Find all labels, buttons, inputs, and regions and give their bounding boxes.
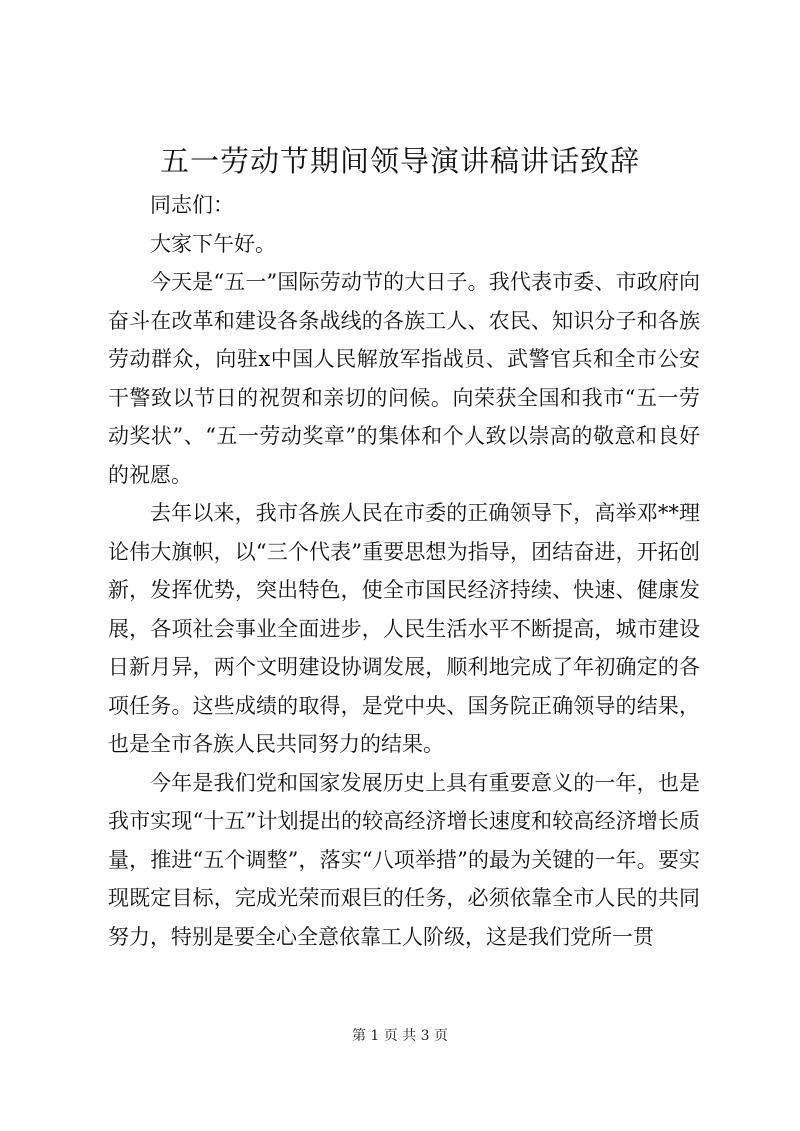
page-title: 五一劳动节期间领导演讲稿讲话致辞	[159, 144, 640, 178]
page-number-footer: 第 1 页 共 3 页	[351, 1028, 449, 1044]
body-paragraph: 今年是我们党和国家发展历史上具有重要意义的一年，也是我市实现“十五”计划提出的较高经济增长速度和较高经济增长质量，推进“五个调整”，落实“八项举措”的最为关键的一年。要实现既定目标，完成光荣而艰巨的任务，必须依靠全市人民的共同努力，特别是要全心全意依靠工人阶级，这是我们党所一贯	[108, 770, 700, 949]
body-paragraph: 今天是“五一”国际劳动节的大日子。我代表市委、市政府向奋斗在改革和建设各条战线的各族工人、农民、知识分子和各族劳动群众，向驻x中国人民解放军指战员、武警官兵和全市公安干警致以节日的祝贺和亲切的问候。向荣获全国和我市“五一劳动奖状”、“五一劳动奖章”的集体和个人致以崇高的敬意和良好的祝愿。	[108, 270, 700, 487]
body-paragraph: 去年以来，我市各族人民在市委的正确领导下，高举邓**理论伟大旗帜，以“三个代表”重要思想为指导，团结奋进，开拓创新，发挥优势，突出特色，使全市国民经济持续、快速、健康发展，各项社会事业全面进步，人民生活水平不断提高，城市建设日新月异，两个文明建设协调发展，顺利地完成了年初确定的各项任务。这些成绩的取得，是党中央、国务院正确领导的结果，也是全市各族人民共同努力的结果。	[108, 501, 700, 756]
greeting: 大家下午好。	[150, 231, 276, 256]
salutation: 同志们：	[150, 193, 234, 217]
document-body	[108, 186, 700, 956]
